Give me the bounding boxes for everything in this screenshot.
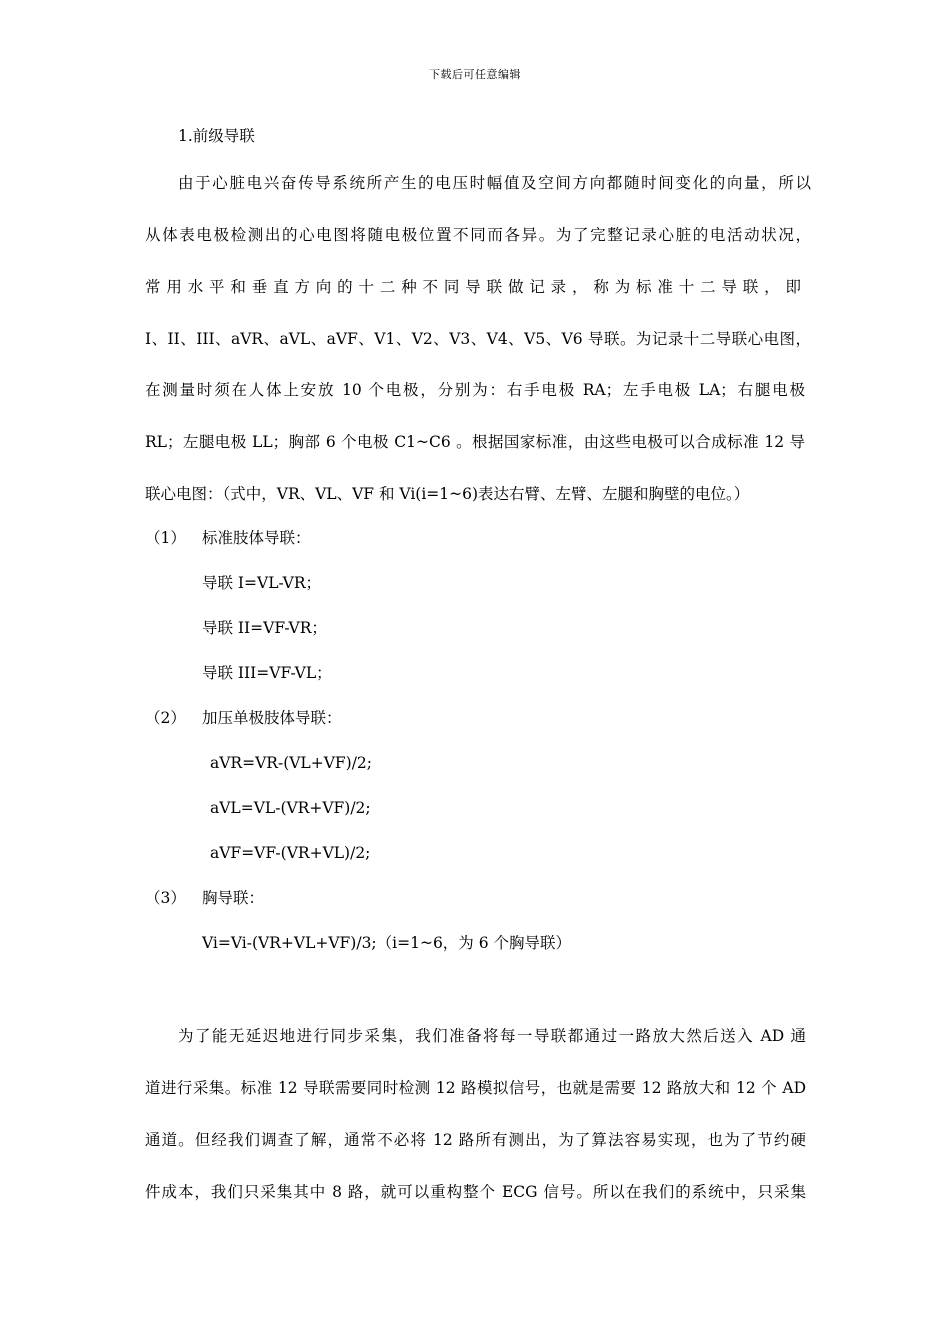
item-1-formula-1: 导联 I=VL-VR； [202, 574, 321, 592]
item-2-formula-3: aVF=VF-(VR+VL)/2; [210, 844, 371, 862]
para2-line-1: 为了能无延迟地进行同步采集，我们准备将每一导联都通过一路放大然后送入 AD 通 [178, 1027, 806, 1045]
item-2-title: 加压单极肢体导联： [202, 709, 342, 727]
item-3-title: 胸导联： [202, 889, 265, 907]
item-1-formula-3: 导联 III=VF-VL； [202, 664, 332, 682]
item-1-title: 标准肢体导联： [202, 529, 311, 547]
para2-line-4: 件成本，我们只采集其中 8 路，就可以重构整个 ECG 信号。所以在我们的系统中，只采集 [145, 1183, 806, 1201]
item-1-number: （1） [145, 529, 186, 547]
item-2-formula-2: aVL=VL-(VR+VF)/2; [210, 799, 371, 817]
para1-line-6: RL；左腿电极 LL；胸部 6 个电极 C1~C6 。根据国家标准，由这些电极可以合成标准 12 导 [145, 433, 805, 451]
item-1-formula-2: 导联 II=VF-VR； [202, 619, 327, 637]
para1-line-3: 常用水平和垂直方向的十二种不同导联做记录，称为标准十二导联，即 [145, 278, 801, 296]
section-heading: 1.前级导联 [178, 127, 255, 145]
item-2-number: （2） [145, 709, 186, 727]
page-header: 下载后可任意编辑 [429, 68, 521, 81]
para1-line-1: 由于心脏电兴奋传导系统所产生的电压时幅值及空间方向都随时间变化的向量，所以 [178, 174, 811, 192]
item-3-number: （3） [145, 889, 186, 907]
para1-line-2: 从体表电极检测出的心电图将随电极位置不同而各异。为了完整记录心脏的电活动状况， [145, 226, 811, 244]
para2-line-2: 道进行采集。标准 12 导联需要同时检测 12 路模拟信号，也就是需要 12 路放大和 12 个 AD [145, 1079, 806, 1097]
item-3-formula-1: Vi=Vi-(VR+VL+VF)/3;（i=1~6，为 6 个胸导联） [202, 934, 572, 952]
item-2-formula-1: aVR=VR-(VL+VF)/2; [210, 754, 373, 772]
para1-line-4: I、II、III、aVR、aVL、aVF、V1、V2、V3、V4、V5、V6 导联。为记录十二导联心电图， [145, 330, 811, 348]
para1-line-7: 联心电图：（式中，VR、VL、VF 和 Vi(i=1~6)表达右臂、左臂、左腿和胸壁的电位。） [145, 485, 750, 503]
para2-line-3: 通道。但经我们调查了解，通常不必将 12 路所有测出，为了算法容易实现，也为了节约硬 [145, 1131, 806, 1149]
para1-line-5: 在测量时须在人体上安放 10 个电极，分别为：右手电极 RA；左手电极 LA；右腿电极 [145, 381, 805, 399]
